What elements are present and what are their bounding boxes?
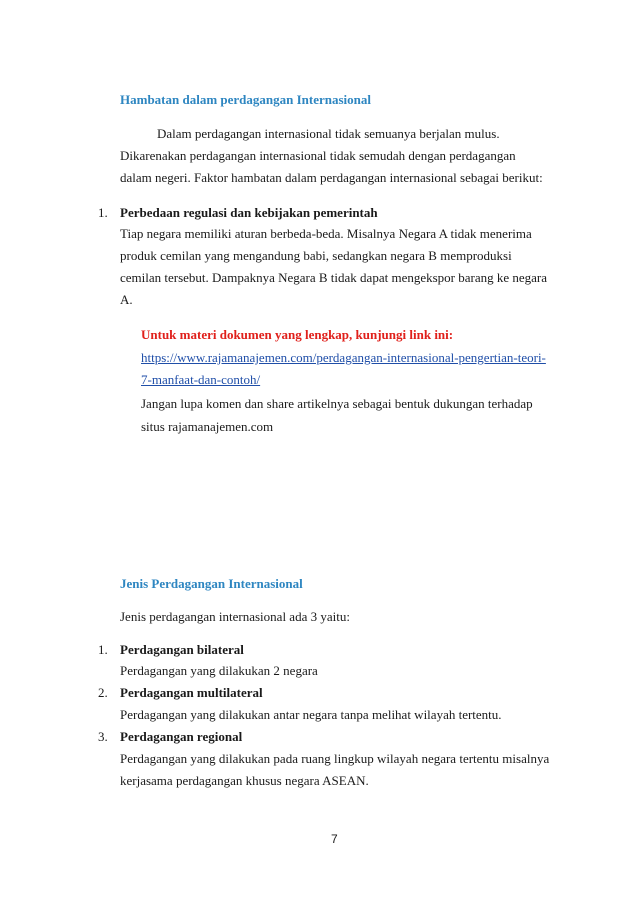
list-number: 1. bbox=[98, 205, 108, 220]
section-intro: Jenis perdagangan internasional ada 3 yaitu: bbox=[120, 609, 350, 624]
promo-title: Untuk materi dokumen yang lengkap, kunjungi link ini: bbox=[141, 327, 454, 342]
promo-link[interactable]: https://www.rajamanajemen.com/perdagangan-internasional-pengertian-teori- bbox=[141, 350, 546, 365]
page-number: 7 bbox=[331, 832, 338, 846]
promo-link-continued[interactable]: 7-manfaat-dan-contoh/ bbox=[141, 372, 261, 387]
promo-note: situs rajamanajemen.com bbox=[141, 419, 274, 434]
list-item-line: Perdagangan yang dilakukan antar negara tanpa melihat wilayah tertentu. bbox=[120, 707, 502, 722]
intro-line: Dikarenakan perdagangan internasional tidak semudah dengan perdagangan bbox=[120, 148, 516, 163]
list-item-line: kerjasama perdagangan khusus negara ASEAN. bbox=[120, 773, 369, 788]
section-heading-hambatan: Hambatan dalam perdagangan Internasional bbox=[120, 92, 372, 107]
list-item-title: Perdagangan bilateral bbox=[120, 642, 244, 657]
list-item-line: produk cemilan yang mengandung babi, sedangkan negara B memproduksi bbox=[120, 248, 512, 263]
intro-line: dalam negeri. Faktor hambatan dalam perdagangan internasional sebagai berikut: bbox=[120, 170, 543, 185]
list-item-line: Perdagangan yang dilakukan 2 negara bbox=[120, 663, 318, 678]
intro-line: Dalam perdagangan internasional tidak semuanya berjalan mulus. bbox=[157, 126, 500, 141]
list-item-title: Perbedaan regulasi dan kebijakan pemerintah bbox=[120, 205, 378, 220]
list-item-line: Tiap negara memiliki aturan berbeda-beda. Misalnya Negara A tidak menerima bbox=[120, 226, 532, 241]
list-item-title: Perdagangan multilateral bbox=[120, 685, 263, 700]
list-item-line: cemilan tersebut. Dampaknya Negara B tidak dapat mengekspor barang ke negara bbox=[120, 270, 548, 285]
promo-note: Jangan lupa komen dan share artikelnya sebagai bentuk dukungan terhadap bbox=[141, 396, 533, 411]
list-item-title: Perdagangan regional bbox=[120, 729, 243, 744]
list-item-line: Perdagangan yang dilakukan pada ruang lingkup wilayah negara tertentu misalnya bbox=[120, 751, 550, 766]
list-number: 2. bbox=[98, 685, 108, 700]
list-number: 3. bbox=[98, 729, 108, 744]
list-item-line: A. bbox=[120, 292, 133, 307]
list-number: 1. bbox=[98, 642, 108, 657]
section-heading-jenis: Jenis Perdagangan Internasional bbox=[120, 576, 303, 591]
